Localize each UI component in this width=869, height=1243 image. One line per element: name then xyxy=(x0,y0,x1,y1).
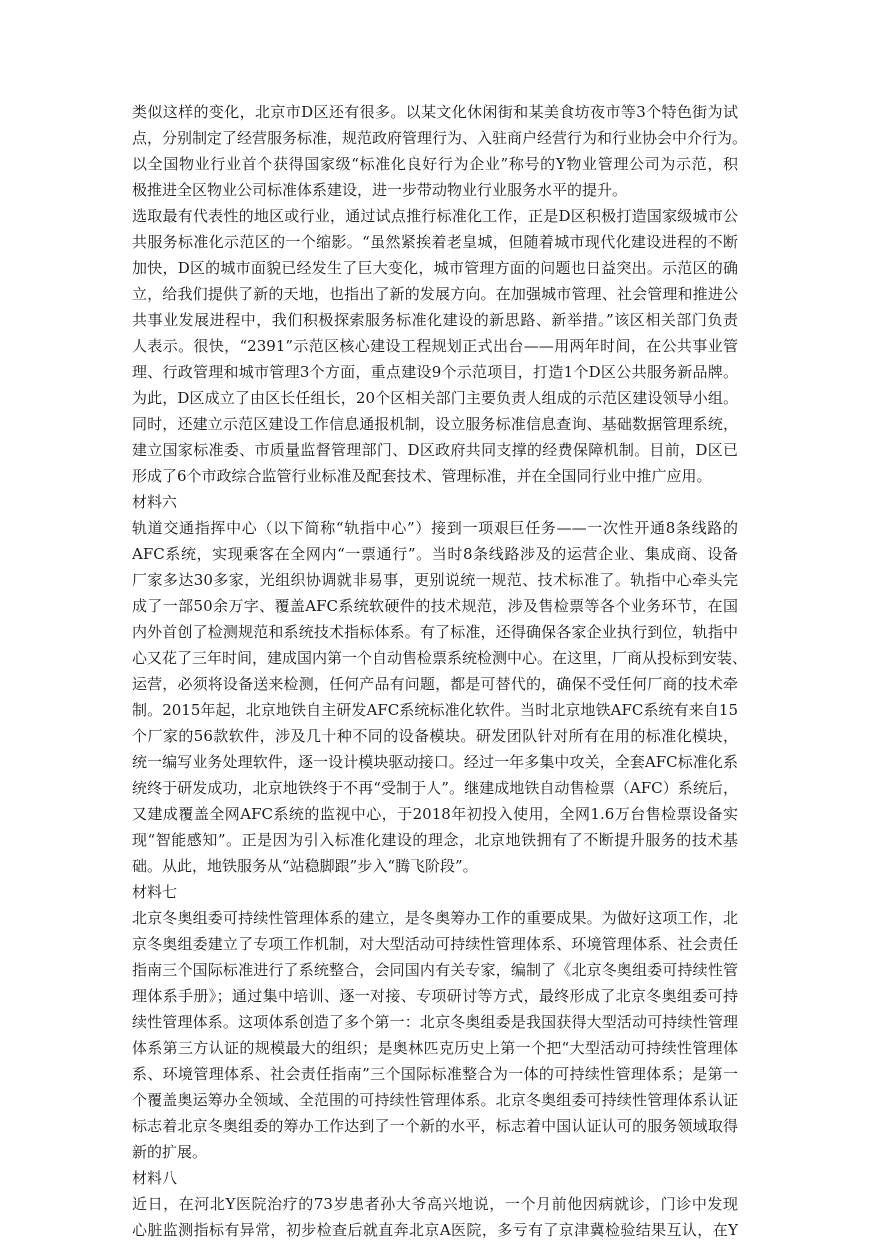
text-line: 现“智能感知”。正是因为引入标准化建设的理念，北京地铁拥有了不断提升服务的技术基 xyxy=(132,831,738,849)
text-line: 同时，还建立示范区建设工作信息通报机制，设立服务标准信息查询、基础数据管理系统， xyxy=(132,415,738,433)
text-line: 心脏监测指标有异常，初步检查后就直奔北京A医院，多亏有了京津冀检验结果互认，在Y xyxy=(132,1221,738,1239)
text-line: 理体系手册》；通过集中培训、逐一对接、专项研讨等方式，最终形成了北京冬奥组委可持 xyxy=(132,987,738,1005)
text-line: AFC系统，实现乘客在全网内“一票通行”。当时8条线路涉及的运营企业、集成商、设备 xyxy=(132,545,738,563)
text-line: 类似这样的变化，北京市D区还有很多。以某文化休闲街和某美食坊夜市等3个特色街为试 xyxy=(132,103,738,121)
text-line: 厂家多达30多家，光组织协调就非易事，更别说统一规范、技术标准了。轨指中心牵头完 xyxy=(132,571,738,589)
text-line: 续性管理体系。这项体系创造了多个第一：北京冬奥组委是我国获得大型活动可持续性管理 xyxy=(132,1013,738,1031)
text-line: 系、环境管理体系、社会责任指南”三个国际标准整合为一体的可持续性管理体系；是第一 xyxy=(132,1065,738,1083)
text-line: 个厂家的56款软件，涉及几十种不同的设备模块。研发团队针对所有在用的标准化模块， xyxy=(132,727,738,745)
text-line: 立，给我们提供了新的天地，也指出了新的发展方向。在加强城市管理、社会管理和推进公 xyxy=(132,285,738,303)
text-line: 础。从此，地铁服务从“站稳脚跟”步入“腾飞阶段”。 xyxy=(132,857,478,875)
text-line: 成了一部50余万字、覆盖AFC系统软硬件的技术规范，涉及售检票等各个业务环节，在国 xyxy=(132,597,738,615)
text-line: 标志着北京冬奥组委的筹办工作达到了一个新的水平，标志着中国认证认可的服务领域取得 xyxy=(132,1117,738,1135)
text-line: 共事业发展进程中，我们积极探索服务标准化建设的新思路、新举措。”该区相关部门负责 xyxy=(132,311,738,329)
text-line: 近日，在河北Y医院治疗的73岁患者孙大爷高兴地说，一个月前他因病就诊，门诊中发现 xyxy=(132,1195,738,1213)
text-line: 轨道交通指挥中心（以下简称“轨指中心”）接到一项艰巨任务——一次性开通8条线路的 xyxy=(132,519,738,537)
text-line: 选取最有代表性的地区或行业，通过试点推行标准化工作，正是D区积极打造国家级城市公 xyxy=(132,207,738,225)
text-line: 形成了6个市政综合监管行业标准及配套技术、管理标准，并在全国同行业中推广应用。 xyxy=(132,467,712,485)
text-line: 以全国物业行业首个获得国家级“标准化良好行为企业”称号的Y物业管理公司为示范，积 xyxy=(132,155,738,173)
section-heading: 材料八 xyxy=(132,1169,178,1187)
text-line: 共服务标准化示范区的一个缩影。“虽然紧挨着老皇城，但随着城市现代化建设进程的不断 xyxy=(132,233,738,251)
text-line: 京冬奥组委建立了专项工作机制，对大型活动可持续性管理体系、环境管理体系、社会责任 xyxy=(132,935,738,953)
text-line: 又建成覆盖全网AFC系统的监视中心，于2018年初投入使用，全网1.6万台售检票设备实 xyxy=(132,805,738,823)
text-line: 统终于研发成功，北京地铁终于不再“受制于人”。继建成地铁自动售检票（AFC）系统后， xyxy=(132,779,738,797)
text-line: 北京冬奥组委可持续性管理体系的建立，是冬奥筹办工作的重要成果。为做好这项工作，北 xyxy=(132,909,738,927)
text-line: 为此，D区成立了由区长任组长，20个区相关部门主要负责人组成的示范区建设领导小组。 xyxy=(132,389,738,407)
text-line: 极推进全区物业公司标准体系建设，进一步带动物业行业服务水平的提升。 xyxy=(132,181,628,199)
text-line: 理、行政管理和城市管理3个方面，重点建设9个示范项目，打造1个D区公共服务新品牌。 xyxy=(132,363,738,381)
text-line: 人表示。很快，“2391”示范区核心建设工程规划正式出台——用两年时间，在公共事业管 xyxy=(132,337,738,355)
text-line: 点，分别制定了经营服务标准，规范政府管理行为、入驻商户经营行为和行业协会中介行为。 xyxy=(132,129,748,147)
text-line: 内外首创了检测规范和系统技术指标体系。有了标准，还得确保各家企业执行到位，轨指中 xyxy=(132,623,738,641)
text-line: 加快，D区的城市面貌已经发生了巨大变化，城市管理方面的问题也日益突出。示范区的确 xyxy=(132,259,738,277)
text-line: 统一编写业务处理软件，逐一设计模块驱动接口。经过一年多集中攻关，全套AFC标准化系 xyxy=(132,753,738,771)
text-line: 个覆盖奥运筹办全领域、全范围的可持续性管理体系。北京冬奥组委可持续性管理体系认证 xyxy=(132,1091,738,1109)
section-heading: 材料六 xyxy=(132,493,178,511)
section-heading: 材料七 xyxy=(132,883,178,901)
text-line: 体系第三方认证的规模最大的组织；是奥林匹克历史上第一个把“大型活动可持续性管理体 xyxy=(132,1039,738,1057)
text-line: 心又花了三年时间，建成国内第一个自动售检票系统检测中心。在这里，厂商从投标到安装、 xyxy=(132,649,748,667)
text-line: 运营，必须将设备送来检测，任何产品有问题，都是可替代的，确保不受任何厂商的技术牵 xyxy=(132,675,738,693)
text-line: 制。2015年起，北京地铁自主研发AFC系统标准化软件。当时北京地铁AFC系统有来自15 xyxy=(132,701,738,719)
text-line: 新的扩展。 xyxy=(132,1143,208,1161)
text-line: 建立国家标准委、市质量监督管理部门、D区政府共同支撑的经费保障机制。目前，D区已 xyxy=(132,441,738,459)
text-line: 指南三个国际标准进行了系统整合，会同国内有关专家，编制了《北京冬奥组委可持续性管 xyxy=(132,961,738,979)
